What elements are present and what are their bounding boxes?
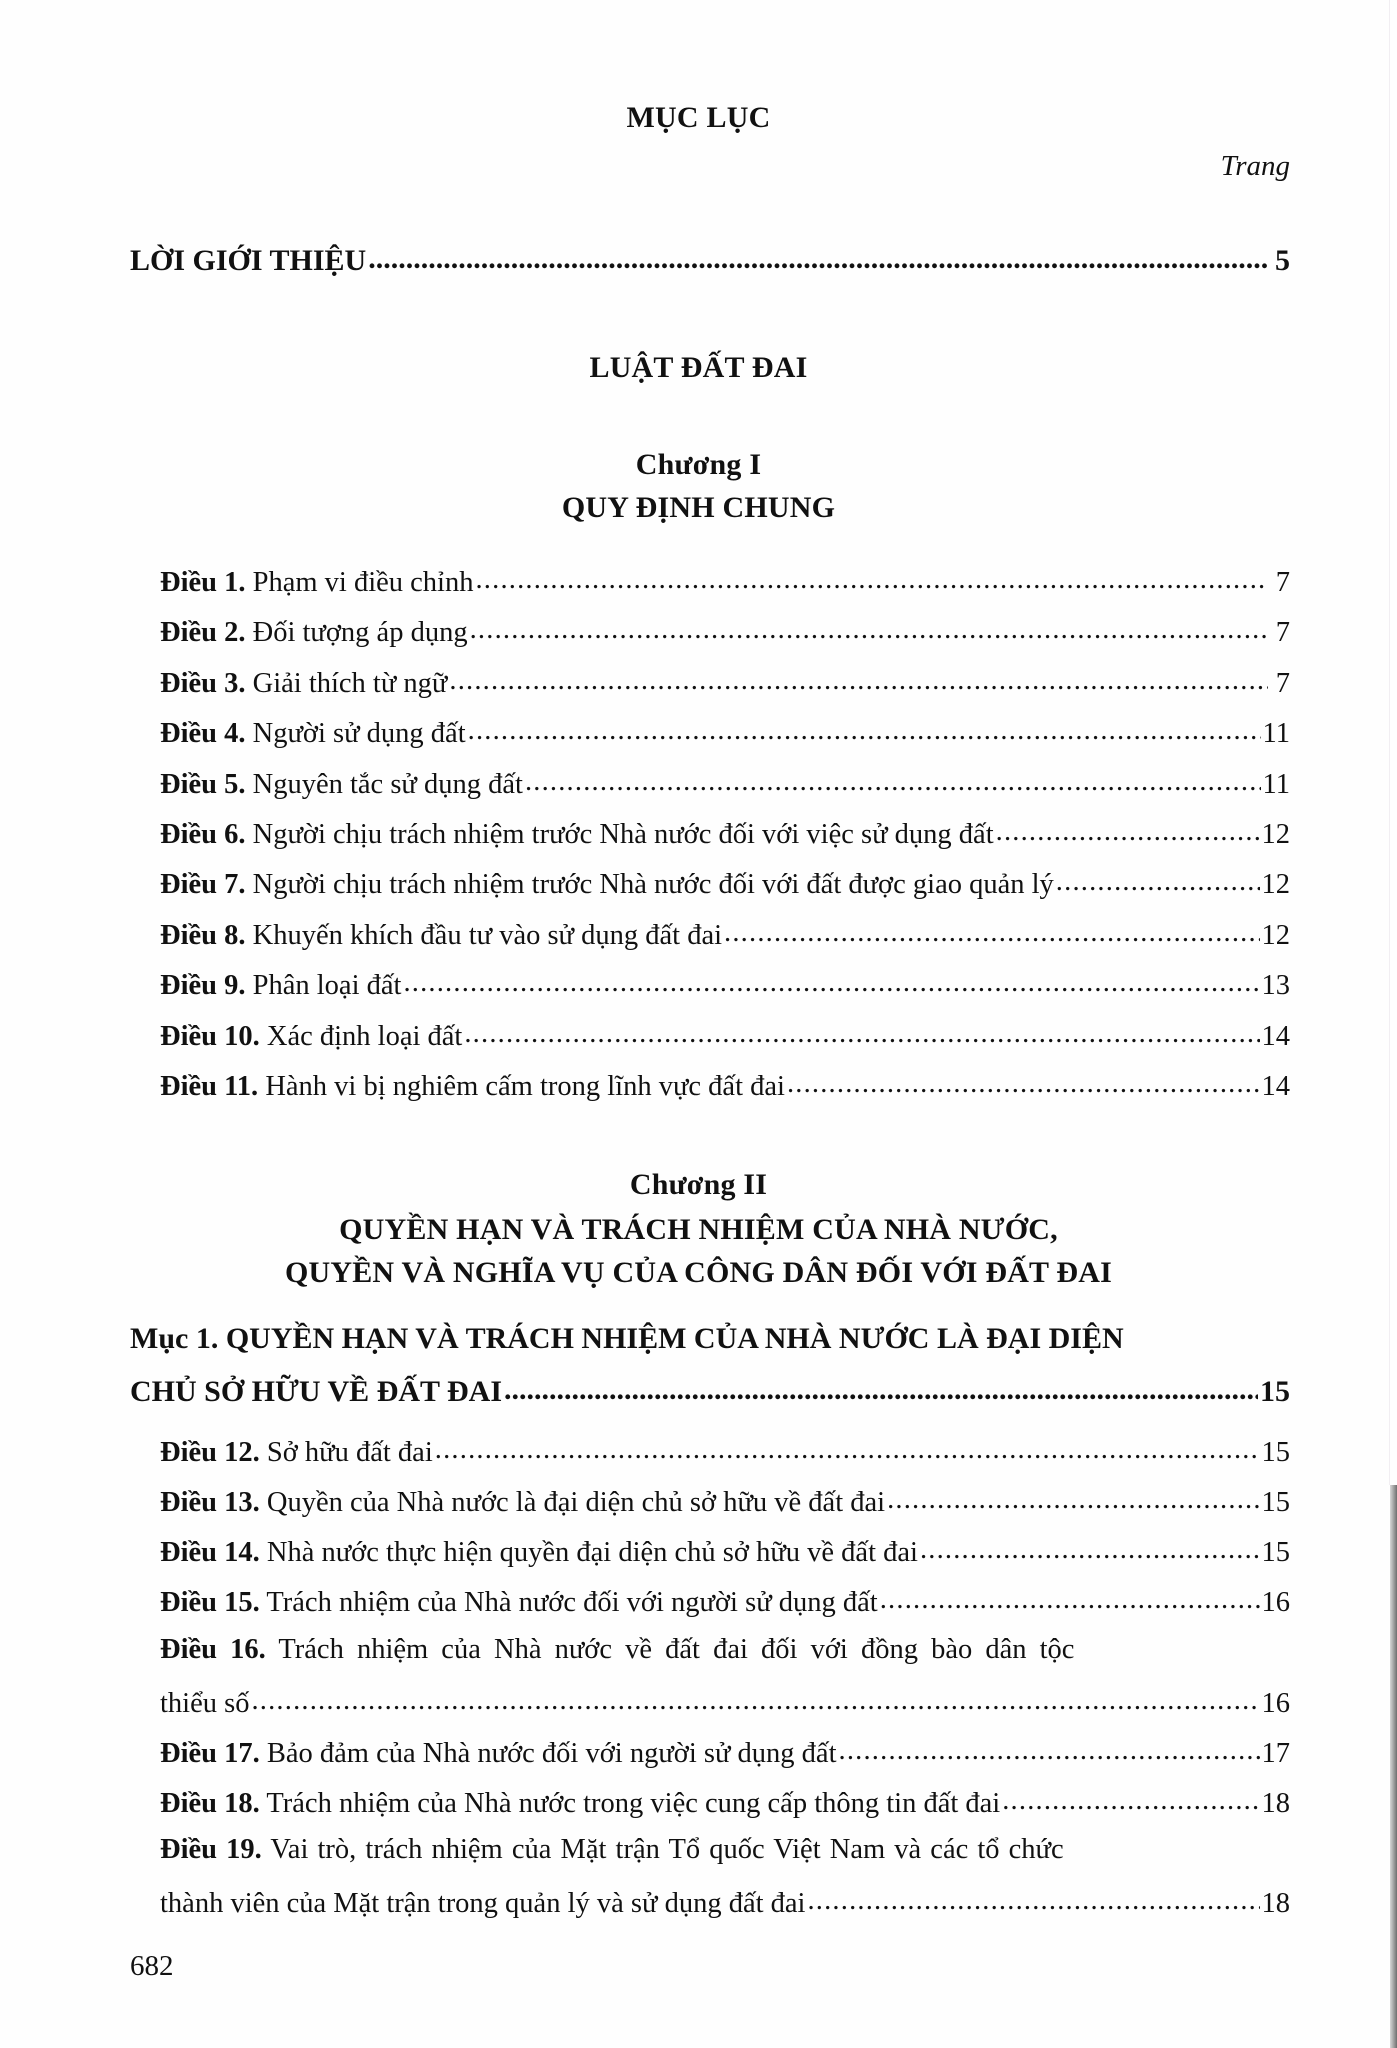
toc-entry-page: 17 bbox=[1261, 1737, 1290, 1769]
toc-entry-label: LỜI GIỚI THIỆU bbox=[130, 244, 367, 277]
toc-entry-article-7[interactable] bbox=[160, 864, 1290, 902]
toc-entry-article-3[interactable] bbox=[160, 663, 1290, 701]
article-prefix: Điều 17. bbox=[160, 1737, 260, 1769]
toc-entry-article-19-line-1[interactable] bbox=[160, 1833, 1064, 1867]
toc-entry-page: 18 bbox=[1261, 1787, 1290, 1819]
article-prefix: Điều 16. bbox=[160, 1634, 266, 1665]
toc-entry-article-6[interactable] bbox=[160, 814, 1290, 852]
page-number: 682 bbox=[130, 1950, 174, 1982]
toc-entry-article-19[interactable] bbox=[160, 1883, 1290, 1921]
leader-dots bbox=[887, 1482, 1259, 1511]
toc-entry-page: 15 bbox=[1261, 1486, 1290, 1518]
article-prefix: Điều 19. bbox=[160, 1834, 262, 1865]
toc-entry-article-12[interactable] bbox=[160, 1432, 1290, 1470]
toc-entry-article-1[interactable] bbox=[160, 562, 1290, 600]
toc-entry-page: 14 bbox=[1261, 1070, 1290, 1102]
toc-entry-article-14[interactable] bbox=[160, 1532, 1290, 1570]
chapter-2-title-line-2: QUYỀN VÀ NGHĨA VỤ CỦA CÔNG DÂN ĐỐI VỚI ĐẤT ĐAI bbox=[284, 1256, 1113, 1289]
leader-dots bbox=[449, 663, 1268, 692]
toc-entry-page: 16 bbox=[1261, 1586, 1290, 1618]
leader-dots bbox=[1002, 1783, 1259, 1812]
chapter-2-title-line-1: QUYỀN HẠN VÀ TRÁCH NHIỆM CỦA NHÀ NƯỚC, bbox=[339, 1213, 1058, 1246]
leader-dots bbox=[504, 1371, 1258, 1401]
toc-entry-page: 16 bbox=[1261, 1687, 1290, 1719]
toc-entry-page: 7 bbox=[1275, 667, 1290, 699]
article-title: Xác định loại đất bbox=[266, 1020, 463, 1052]
leader-dots bbox=[251, 1683, 1259, 1712]
chapter-2-number: Chương II bbox=[629, 1168, 768, 1201]
toc-entry-article-17[interactable] bbox=[160, 1733, 1290, 1771]
article-prefix: Điều 4. bbox=[160, 717, 246, 749]
page-column-label: Trang bbox=[1220, 150, 1290, 182]
article-prefix: Điều 3. bbox=[160, 667, 246, 699]
article-title-cont: thành viên của Mặt trận trong quản lý và sử dụng đất đai bbox=[160, 1887, 806, 1919]
article-prefix: Điều 14. bbox=[160, 1536, 260, 1568]
toc-entry-article-16[interactable] bbox=[160, 1683, 1290, 1721]
toc-entry-article-18[interactable] bbox=[160, 1783, 1290, 1821]
toc-entry-article-5[interactable] bbox=[160, 764, 1290, 802]
law-title: LUẬT ĐẤT ĐAI bbox=[589, 351, 808, 384]
article-title: Trách nhiệm của Nhà nước đối với người sử dụng đất bbox=[266, 1586, 878, 1618]
article-prefix: Điều 2. bbox=[160, 616, 246, 648]
toc-entry-article-2[interactable] bbox=[160, 612, 1290, 650]
toc-entry-section-1[interactable] bbox=[130, 1371, 1290, 1409]
article-prefix: Điều 15. bbox=[160, 1586, 260, 1618]
article-prefix: Điều 10. bbox=[160, 1020, 260, 1052]
article-title: Trách nhiệm của Nhà nước trong việc cung cấp thông tin đất đai bbox=[266, 1787, 1001, 1819]
article-prefix: Điều 8. bbox=[160, 919, 246, 951]
toc-entry-page: 18 bbox=[1261, 1887, 1290, 1919]
leader-dots bbox=[525, 764, 1261, 793]
toc-entry-article-13[interactable] bbox=[160, 1482, 1290, 1520]
article-title: Nguyên tắc sử dụng đất bbox=[252, 768, 523, 800]
toc-entry-page: 15 bbox=[1261, 1436, 1290, 1468]
article-prefix: Điều 11. bbox=[160, 1070, 259, 1102]
article-prefix: Điều 6. bbox=[160, 818, 246, 850]
article-title: Vai trò, trách nhiệm của Mặt trận Tổ quốc Việt Nam và các tổ chức bbox=[270, 1834, 1064, 1865]
toc-entry-article-16-line-1[interactable] bbox=[160, 1633, 1075, 1667]
article-title: Người chịu trách nhiệm trước Nhà nước đối với đất được giao quản lý bbox=[252, 868, 1054, 900]
section-1-title-line-1[interactable]: Mục 1. QUYỀN HẠN VÀ TRÁCH NHIỆM CỦA NHÀ NƯỚC LÀ ĐẠI DIỆN bbox=[130, 1322, 1124, 1355]
article-prefix: Điều 1. bbox=[160, 566, 246, 598]
leader-dots bbox=[996, 814, 1260, 843]
section-1-title-line-2: CHỦ SỞ HỮU VỀ ĐẤT ĐAI bbox=[130, 1375, 502, 1408]
article-title: Khuyến khích đầu tư vào sử dụng đất đai bbox=[252, 919, 723, 951]
toc-title: MỤC LỤC bbox=[626, 101, 771, 134]
leader-dots bbox=[807, 1883, 1259, 1912]
article-prefix: Điều 7. bbox=[160, 868, 246, 900]
leader-dots bbox=[435, 1432, 1260, 1461]
toc-entry-page: 12 bbox=[1261, 818, 1290, 850]
toc-entry-intro[interactable] bbox=[130, 240, 1290, 278]
toc-entry-page: 15 bbox=[1261, 1536, 1290, 1568]
article-title: Bảo đảm của Nhà nước đối với người sử dụng đất bbox=[266, 1737, 837, 1769]
leader-dots bbox=[880, 1582, 1260, 1611]
leader-dots bbox=[475, 562, 1268, 591]
article-title: Quyền của Nhà nước là đại diện chủ sở hữu về đất đai bbox=[266, 1486, 886, 1518]
chapter-1-title: QUY ĐỊNH CHUNG bbox=[561, 491, 836, 524]
toc-entry-article-9[interactable] bbox=[160, 965, 1290, 1003]
toc-entry-article-8[interactable] bbox=[160, 915, 1290, 953]
toc-entry-page: 14 bbox=[1261, 1020, 1290, 1052]
article-title: Người chịu trách nhiệm trước Nhà nước đối với việc sử dụng đất bbox=[252, 818, 994, 850]
article-title-cont: thiểu số bbox=[160, 1687, 250, 1719]
toc-entry-page: 13 bbox=[1261, 969, 1290, 1001]
article-title: Nhà nước thực hiện quyền đại diện chủ sở hữu về đất đai bbox=[266, 1536, 918, 1568]
toc-entry-article-4[interactable] bbox=[160, 713, 1290, 751]
leader-dots bbox=[368, 240, 1268, 270]
leader-dots bbox=[724, 915, 1259, 944]
article-prefix: Điều 12. bbox=[160, 1436, 260, 1468]
article-title: Người sử dụng đất bbox=[252, 717, 466, 749]
toc-entry-article-10[interactable] bbox=[160, 1016, 1290, 1054]
article-title: Phạm vi điều chỉnh bbox=[252, 566, 474, 598]
toc-entry-page: 15 bbox=[1260, 1375, 1290, 1408]
leader-dots bbox=[1056, 864, 1260, 893]
toc-entry-page: 12 bbox=[1261, 868, 1290, 900]
toc-entry-page: 7 bbox=[1275, 566, 1290, 598]
article-title: Phân loại đất bbox=[252, 969, 402, 1001]
article-title: Giải thích từ ngữ bbox=[252, 667, 448, 699]
leader-dots bbox=[839, 1733, 1260, 1762]
leader-dots bbox=[470, 612, 1268, 641]
article-title: Hành vi bị nghiêm cấm trong lĩnh vực đất đai bbox=[265, 1070, 785, 1102]
toc-entry-page: 11 bbox=[1262, 768, 1290, 800]
toc-entry-page: 12 bbox=[1261, 919, 1290, 951]
article-title: Trách nhiệm của Nhà nước về đất đai đối với đồng bào dân tộc bbox=[278, 1634, 1075, 1665]
leader-dots bbox=[403, 965, 1259, 994]
toc-entry-article-15[interactable] bbox=[160, 1582, 1290, 1620]
next-page-edge bbox=[1390, 1485, 1397, 2048]
article-prefix: Điều 5. bbox=[160, 768, 246, 800]
chapter-1-number: Chương I bbox=[635, 448, 762, 481]
toc-entry-article-11[interactable] bbox=[160, 1066, 1290, 1104]
toc-entry-page: 5 bbox=[1275, 244, 1290, 277]
leader-dots bbox=[468, 713, 1261, 742]
toc-entry-page: 11 bbox=[1262, 717, 1290, 749]
article-prefix: Điều 13. bbox=[160, 1486, 260, 1518]
article-title: Đối tượng áp dụng bbox=[252, 616, 468, 648]
leader-dots bbox=[464, 1016, 1259, 1045]
toc-entry-page: 7 bbox=[1275, 616, 1290, 648]
article-title: Sở hữu đất đai bbox=[266, 1436, 433, 1468]
leader-dots bbox=[920, 1532, 1260, 1561]
article-prefix: Điều 9. bbox=[160, 969, 246, 1001]
leader-dots bbox=[787, 1066, 1260, 1095]
article-prefix: Điều 18. bbox=[160, 1787, 260, 1819]
